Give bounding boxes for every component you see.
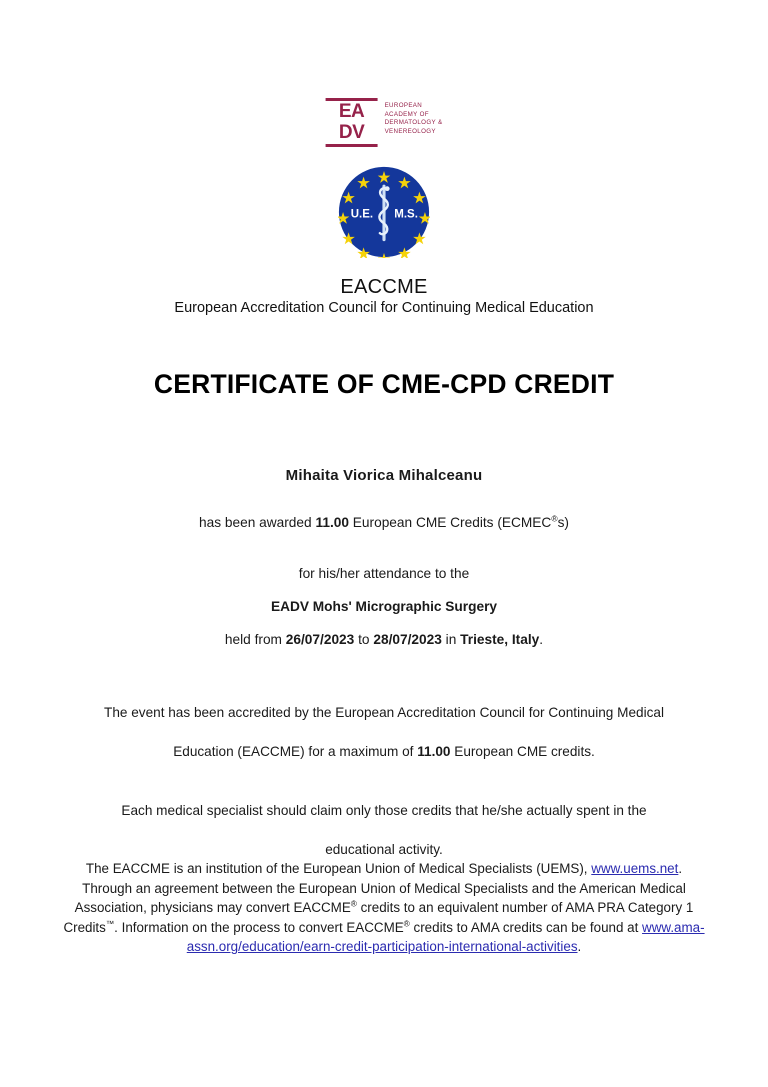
credits-suffix-1: European CME Credits (ECMEC	[352, 515, 552, 530]
claim-line-1: Each medical specialist should claim only those credits that he/she actually spent in the	[121, 803, 647, 818]
eadv-name-line-4: VENEREOLOGY	[384, 127, 436, 135]
footer-segment-3: credits to an equivalent number of AMA PRA Category 1 Credits	[63, 900, 694, 935]
accreditation-line-1: The event has been accredited by the European Accreditation Council for Continuing Medical	[104, 705, 664, 720]
accreditation-paragraph	[74, 693, 694, 771]
credits-value: 11.00	[315, 515, 349, 530]
eadv-logo	[326, 98, 443, 147]
accreditation-suffix: European CME credits.	[454, 744, 595, 759]
footer-segment-5: credits to AMA credits can be found at	[409, 919, 639, 935]
uems-logo	[338, 166, 430, 258]
eadv-monogram-top: EA	[338, 101, 365, 122]
date-end: 28/07/2023	[373, 632, 442, 647]
uems-left-text: U.E.	[350, 208, 374, 221]
claim-paragraph	[74, 791, 694, 869]
credits-awarded-line	[0, 515, 768, 530]
registered-mark-eaccme-2: ®	[403, 918, 410, 929]
page-title: CERTIFICATE OF CME-CPD CREDIT	[153, 369, 615, 399]
claim-line-2: educational activity.	[325, 842, 443, 857]
eadv-bar-bottom	[326, 144, 378, 147]
attendance-line: for his/her attendance to the	[298, 566, 470, 581]
location-prefix: in	[445, 632, 457, 647]
accreditation-line-2	[74, 732, 694, 771]
held-middle: to	[358, 632, 370, 647]
registered-mark-eaccme-1: ®	[350, 898, 357, 909]
footer-segment-1: The EACCME is an institution of the European Union of Medical Specialists (UEMS),	[85, 861, 588, 876]
credits-suffix-2: s)	[557, 515, 569, 530]
registered-mark-ecmec: ®	[551, 513, 558, 524]
footer-paragraph	[62, 859, 706, 957]
eadv-name-line-2: ACADEMY OF	[384, 110, 429, 118]
footer-segment-4: . Information on the process to convert EACCME	[114, 919, 404, 935]
held-prefix: held from	[224, 632, 282, 647]
eaccme-full-name: European Accreditation Council for Continuing Medical Education	[174, 300, 594, 316]
eadv-monogram-bottom: DV	[338, 122, 365, 143]
footer-segment-2: . Through an agreement between the European Union of Medical Specialists and the American Medical Association, physicians may convert EACCME	[74, 861, 686, 916]
uems-website-link[interactable]: www.uems.net	[591, 861, 679, 876]
trademark-mark-ama: ™	[105, 918, 115, 929]
eadv-name-line-1: EUROPEAN	[384, 102, 423, 109]
ama-assn-website-link[interactable]: www.ama-assn.org/education/earn-credit-participation-international-activities	[186, 919, 705, 955]
uems-right-text: M.S.	[394, 208, 418, 221]
date-start: 26/07/2023	[285, 632, 355, 647]
recipient-name: Mihaita Viorica Mihalceanu	[285, 467, 483, 484]
footer-segment-6: .	[577, 939, 582, 955]
event-location: Trieste, Italy	[460, 632, 540, 647]
accreditation-credits-value: 11.00	[417, 744, 451, 759]
eadv-monogram	[326, 98, 378, 147]
accreditation-prefix: Education (EACCME) for a maximum of	[173, 744, 414, 759]
eadv-name-line-3: DERMATOLOGY &	[384, 119, 443, 127]
held-period: .	[539, 632, 544, 647]
uems-emblem-icon	[338, 166, 430, 258]
eaccme-acronym: EACCME	[340, 276, 428, 298]
event-dates-line	[0, 632, 768, 647]
event-name: EADV Mohs' Micrographic Surgery	[270, 599, 498, 614]
awarded-prefix: has been awarded	[199, 515, 312, 530]
eadv-name-block	[385, 98, 443, 136]
